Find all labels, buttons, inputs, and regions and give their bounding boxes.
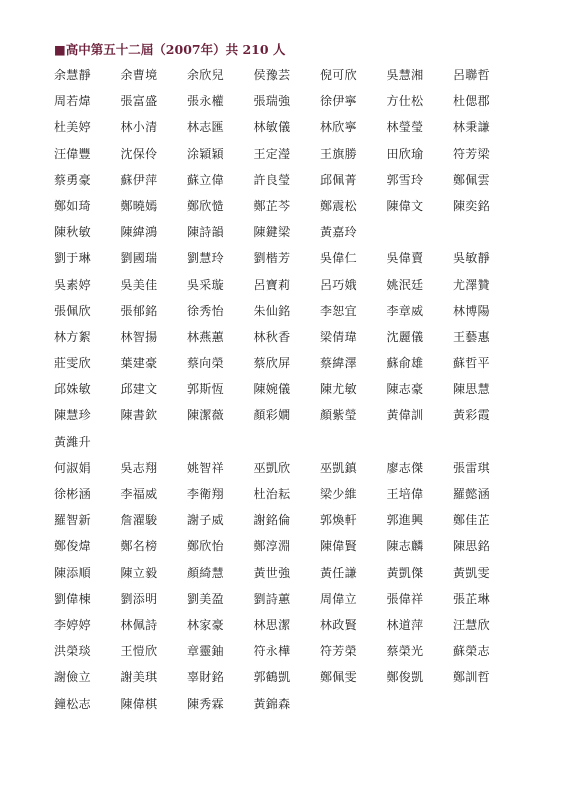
student-name: 汪偉豐 (54, 146, 91, 161)
student-name: 陳偉棋 (120, 696, 158, 711)
student-name: 陳添順 (54, 565, 91, 580)
student-name: 劉添明 (120, 591, 158, 606)
student-name: 吳志翔 (120, 460, 158, 475)
student-name: 林欣寧 (320, 120, 357, 135)
student-name: 陳偉賢 (320, 539, 357, 554)
student-name: 吳偉仁 (320, 251, 357, 266)
student-name: 侯豫芸 (253, 68, 291, 82)
student-name: 符芳榮 (320, 644, 357, 659)
student-name: 陳秋敏 (54, 225, 91, 240)
name-group-1 (54, 66, 534, 249)
student-name: 陳秀霖 (187, 696, 224, 711)
student-name: 鐘松志 (54, 696, 91, 711)
student-name: 王培偉 (386, 487, 424, 501)
student-name: 呂巧娥 (320, 277, 357, 292)
student-name: 顏紫瑩 (320, 408, 357, 423)
student-name: 杜偲郡 (453, 94, 490, 109)
student-name: 莊雯欣 (54, 356, 91, 371)
student-name: 林家豪 (187, 617, 224, 632)
student-name: 張郁銘 (120, 303, 158, 318)
student-name: 謝儉立 (54, 670, 91, 685)
student-name: 邱佩菁 (320, 172, 357, 187)
student-name: 陳思銘 (453, 539, 490, 554)
student-name: 李婷婷 (54, 617, 91, 632)
student-name: 何淑娟 (54, 460, 91, 475)
student-name: 蔡緯澤 (320, 356, 357, 371)
student-name: 郭進興 (386, 513, 424, 528)
student-name: 方仕松 (386, 94, 424, 109)
student-name: 李衛翔 (187, 487, 224, 501)
student-name: 余欣兒 (187, 68, 224, 82)
student-name: 周偉立 (320, 591, 357, 606)
student-name: 劉美盈 (187, 591, 224, 606)
student-name: 陳潔薇 (187, 408, 224, 423)
student-name: 余曹境 (120, 68, 158, 82)
student-name: 蘇榮志 (453, 644, 490, 659)
student-name: 姚智祥 (187, 460, 224, 475)
student-name: 張雷琪 (453, 460, 490, 475)
student-name: 郭鶴凱 (253, 670, 291, 685)
student-name: 王旗勝 (320, 146, 357, 161)
student-name: 蔡向榮 (187, 356, 224, 371)
student-name: 黃世強 (253, 565, 291, 580)
student-name: 鄭欣慥 (187, 198, 224, 213)
student-name: 林道萍 (386, 617, 424, 632)
student-name: 顏綺慧 (187, 565, 224, 580)
student-name: 謝子威 (187, 513, 224, 528)
name-list (54, 66, 534, 721)
student-name: 吳偉賣 (386, 251, 424, 266)
student-name: 郭斯恆 (187, 382, 224, 397)
student-name: 田欣瑜 (386, 146, 424, 161)
student-name: 葉建豪 (120, 356, 158, 371)
student-name: 林秉謙 (453, 120, 490, 135)
student-name: 謝銘倫 (253, 513, 291, 528)
student-name: 尤澤贊 (453, 277, 490, 292)
student-name: 陳志豪 (386, 382, 424, 397)
student-name: 陳尤敏 (320, 382, 357, 397)
student-name: 杜治耘 (253, 487, 291, 501)
student-name: 廖志傑 (386, 460, 424, 475)
name-group-2 (54, 249, 534, 459)
student-name: 張瑞強 (253, 94, 291, 109)
student-name: 李章威 (386, 303, 424, 318)
student-name: 巫凱欣 (253, 460, 291, 475)
student-name: 劉楷芳 (253, 251, 291, 266)
student-name: 沈保伶 (120, 146, 158, 161)
student-name: 羅懿涵 (453, 487, 490, 501)
student-name: 王定瀅 (253, 146, 291, 161)
student-name: 蘇伊萍 (120, 172, 158, 187)
student-name: 周若煒 (54, 94, 91, 109)
student-name: 林瑩瑩 (386, 120, 424, 135)
student-name: 張芷琳 (453, 591, 490, 606)
student-name: 邱建文 (120, 382, 158, 397)
student-name: 林燕蕙 (187, 329, 224, 344)
student-name: 蘇哲平 (453, 356, 490, 371)
student-name: 鄭俊煒 (54, 539, 91, 554)
student-name: 符永樺 (253, 644, 291, 659)
student-name: 張富盛 (120, 94, 158, 109)
student-name: 林方絮 (54, 329, 91, 344)
student-name: 余慧靜 (54, 68, 91, 82)
student-name: 林思潔 (253, 617, 291, 632)
student-name: 吳素婷 (54, 277, 91, 292)
student-name: 陳書欽 (120, 408, 158, 423)
student-name: 辜財銘 (187, 670, 224, 685)
student-name: 呂聯哲 (453, 68, 490, 82)
student-name: 陳詩韻 (187, 225, 224, 240)
student-name: 李福威 (120, 487, 158, 501)
student-name: 鄭芷芩 (253, 198, 291, 213)
student-name: 鄭訓哲 (453, 670, 490, 685)
student-name: 張永權 (187, 94, 224, 109)
student-name: 張佩欣 (54, 303, 91, 318)
student-name: 吳慧湘 (386, 68, 424, 82)
student-name: 王愷欣 (120, 644, 158, 659)
student-name: 鄭佩雲 (453, 172, 490, 187)
student-name: 涂穎穎 (187, 146, 224, 161)
student-name: 謝美琪 (120, 670, 158, 685)
student-name: 吳美佳 (120, 277, 158, 292)
student-name: 顏彩嫺 (253, 408, 291, 423)
student-name: 徐秀怡 (187, 303, 224, 318)
student-name: 倪可欣 (320, 68, 357, 82)
student-name: 黃濰升 (54, 434, 91, 449)
student-name: 邱姝敏 (54, 382, 91, 397)
student-name: 吳敏靜 (453, 251, 490, 266)
student-name: 蔡勇豪 (54, 172, 91, 187)
student-name: 劉偉棟 (54, 591, 91, 606)
student-name: 劉國瑞 (120, 251, 158, 266)
student-name: 鄭如琦 (54, 198, 91, 213)
student-name: 劉慧玲 (187, 251, 224, 266)
student-name: 鄭佳芷 (453, 513, 490, 528)
student-name: 詹濯駿 (120, 513, 158, 528)
student-name: 蘇俞雄 (386, 356, 424, 371)
student-name: 黃錦森 (253, 696, 291, 711)
section-heading: ■高中第五十二屆（2007年）共 210 人 (54, 42, 286, 57)
student-name: 王藝惠 (453, 329, 490, 344)
student-name: 郭煥軒 (320, 513, 357, 528)
student-name: 黃嘉玲 (320, 225, 357, 240)
name-group-3 (54, 459, 534, 721)
student-name: 許良瑩 (253, 172, 291, 187)
student-name: 林敏儀 (253, 120, 291, 135)
student-name: 劉于琳 (54, 251, 91, 266)
student-name: 汪慧欣 (453, 617, 490, 632)
student-name: 梁少維 (320, 487, 357, 501)
student-name: 蔡榮光 (386, 644, 424, 659)
student-name: 杜美婷 (54, 120, 91, 135)
student-name: 呂寶莉 (253, 277, 291, 292)
student-name: 陳立毅 (120, 565, 158, 580)
student-name: 鄭俊凱 (386, 670, 424, 685)
student-name: 沈麗儀 (386, 329, 424, 344)
student-name: 黃彩霞 (453, 408, 490, 423)
student-name: 陳婉儀 (253, 382, 291, 397)
student-name: 林志匯 (187, 120, 224, 135)
student-name: 陳偉文 (386, 198, 424, 213)
student-name: 朱仙銘 (253, 303, 291, 318)
student-name: 鄭佩雯 (320, 670, 357, 685)
student-name: 鄭震松 (320, 198, 357, 213)
student-name: 林秋香 (253, 329, 291, 344)
student-name: 梁倩瑋 (320, 329, 357, 344)
student-name: 林小清 (120, 120, 158, 135)
student-name: 洪榮琰 (54, 644, 91, 659)
student-name: 符芳梁 (453, 146, 490, 161)
student-name: 林政賢 (320, 617, 357, 632)
student-name: 陳慧珍 (54, 408, 91, 423)
student-name: 黃凱雯 (453, 565, 490, 580)
student-name: 陳志麟 (386, 539, 424, 554)
student-name: 巫凱鎮 (320, 460, 357, 475)
student-name: 鄭淳淵 (253, 539, 291, 554)
student-name: 黃凱傑 (386, 565, 424, 580)
student-name: 黃偉訓 (386, 408, 424, 423)
student-name: 陳奕銘 (453, 198, 490, 213)
student-name: 蔡欣屏 (253, 356, 291, 371)
student-name: 張偉祥 (386, 591, 424, 606)
student-name: 陳緯鴻 (120, 225, 158, 240)
student-name: 蘇立偉 (187, 172, 224, 187)
student-name: 徐伊寧 (320, 94, 357, 109)
student-name: 羅智新 (54, 513, 91, 528)
student-name: 姚泯廷 (386, 277, 424, 292)
student-name: 陳思慧 (453, 382, 490, 397)
student-name: 鄭欣怡 (187, 539, 224, 554)
student-name: 郭雪玲 (386, 172, 424, 187)
student-name: 章靈鈾 (187, 644, 224, 659)
student-name: 吳采璇 (187, 277, 224, 292)
student-name: 林佩詩 (120, 617, 158, 632)
student-name: 黃任謙 (320, 565, 357, 580)
student-name: 林博陽 (453, 303, 490, 318)
student-name: 林智揚 (120, 329, 158, 344)
student-name: 鄭曉嫣 (120, 198, 158, 213)
student-name: 李恕宜 (320, 303, 357, 318)
student-name: 劉詩蕙 (253, 591, 291, 606)
student-name: 陳鍵梁 (253, 225, 291, 240)
student-name: 徐彬涵 (54, 487, 91, 501)
student-name: 鄭名榜 (120, 539, 158, 554)
